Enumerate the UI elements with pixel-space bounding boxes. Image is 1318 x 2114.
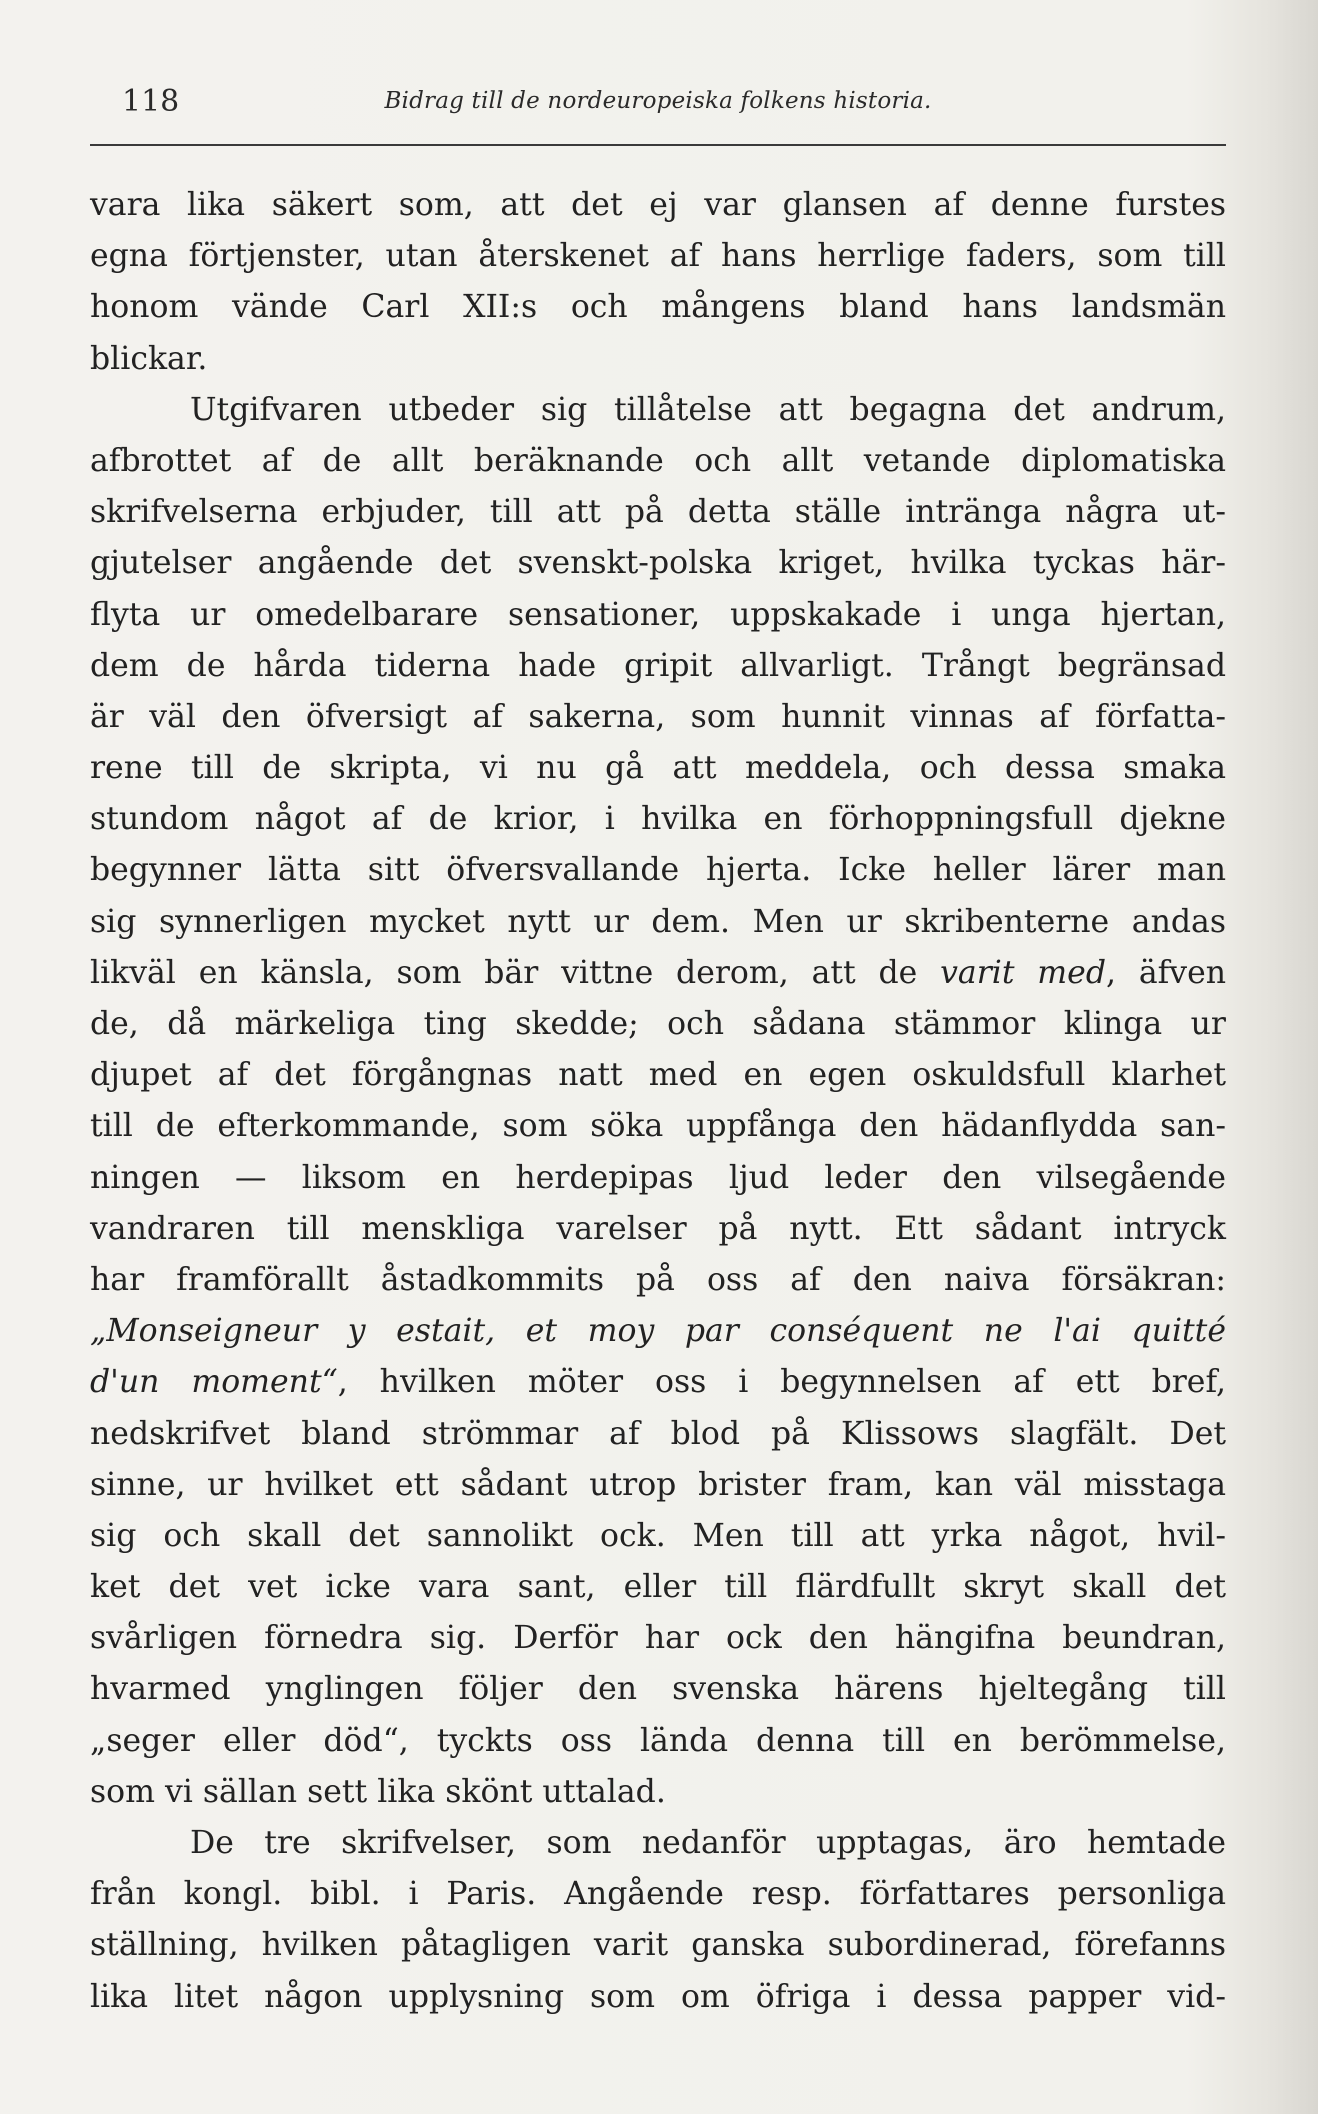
text-line [90,794,1226,845]
line-text: egna förtjenster, utan återskenet af hans herrlige faders, som till [90,238,1226,275]
text-line [90,590,1226,641]
line-text: stundom något af de krior, i hvilka en förhoppningsfull djekne [90,801,1226,838]
text-line [90,1972,1226,2023]
text-line [90,282,1226,333]
line-text: , hvilken möter oss i begynnelsen af ett bref, [337,1364,1226,1401]
text-line [90,1613,1226,1664]
text-line [90,1460,1226,1511]
line-text: , äfven [1106,954,1226,991]
line-text: honom vände Carl XII:s och mångens bland hans landsmän [90,289,1226,326]
text-line [90,231,1226,282]
text-line [90,692,1226,743]
text-line [90,1306,1226,1357]
text-line [90,1818,1226,1869]
text-line [90,1255,1226,1306]
text-line [90,743,1226,794]
italic-text: varit med [940,954,1106,991]
text-line [90,334,1226,385]
text-line [90,999,1226,1050]
text-line [90,385,1226,436]
text-line [90,1869,1226,1920]
text-line [90,487,1226,538]
line-text: flyta ur omedelbarare sensationer, uppskakade i unga hjertan, [90,596,1226,633]
text-line [90,948,1226,999]
line-text: vara lika säkert som, att det ej var glansen af denne furstes [90,187,1226,223]
text-line [90,897,1226,948]
line-text: ställning, hvilken påtagligen varit ganska subordinerad, förefanns [90,1927,1226,1964]
text-line [90,436,1226,487]
line-text: djupet af det förgångnas natt med en egen oskuldsfull klarhet [90,1057,1226,1094]
text-line [90,1920,1226,1971]
italic-text: „Monseigneur y estait, et moy par conséquent ne l'ai quitté [90,1313,1226,1350]
line-text: „seger eller död“, tyckts oss lända denna till en berömmelse, [90,1722,1226,1759]
line-text: afbrottet af de allt beräknande och allt vetande diplomatiska [90,442,1226,479]
text-line [90,1153,1226,1204]
line-text: hvarmed ynglingen följer den svenska härens hjeltegång till [90,1671,1226,1708]
line-text: lika litet någon upplysning som om öfriga i dessa papper vid- [90,1978,1226,2015]
line-text: gjutelser angående det svenskt-polska kriget, hvilka tyckas här- [90,545,1226,582]
line-text: är väl den öfversigt af sakerna, som hunnit vinnas af författa- [90,698,1226,735]
text-line [90,641,1226,692]
line-text: dem de hårda tiderna hade gripit allvarligt. Trångt begränsad [90,647,1226,684]
line-text: ningen — liksom en herdepipas ljud leder den vilsegående [90,1159,1226,1196]
text-line [90,1409,1226,1460]
line-text: skrifvelserna erbjuder, till att på detta ställe inträngа några ut- [90,494,1226,531]
text-line [90,1101,1226,1152]
line-text: sinne, ur hvilket ett sådant utrop brister fram, kan väl misstaga [90,1466,1226,1503]
text-line [90,538,1226,589]
line-text: vandraren till menskliga varelser på nytt. Ett sådant intryck [90,1210,1226,1247]
page-number: 118 [122,84,180,119]
line-text: blickar. [90,340,208,377]
line-text: likväl en känsla, som bär vittne derom, att de [90,954,941,991]
line-text: som vi sällan sett lika skönt uttalad. [90,1773,666,1810]
line-text: sig synnerligen mycket nytt ur dem. Men ur skribenterne andas [90,903,1226,940]
text-line [90,1204,1226,1255]
text-line [90,1050,1226,1101]
text-line [90,1357,1226,1408]
text-line [90,1511,1226,1562]
running-title: Bidrag till de nordeuropeiska folkens historia. [384,88,932,114]
text-line [90,1767,1226,1818]
line-text: begynner lätta sitt öfversvallande hjerta. Icke heller lärer man [90,852,1226,889]
line-text: De tre skrifvelser, som nedanför upptagas, äro hemtade [190,1825,1226,1861]
line-text: från kongl. bibl. i Paris. Angående resp. författares personliga [90,1876,1226,1913]
line-text: rene till de skripta, vi nu gå att meddela, och dessa smaka [90,750,1226,787]
line-text: svårligen förnedra sig. Derför har ock den hängifna beundran, [90,1620,1226,1657]
line-text: sig och skall det sannolikt ock. Men till att yrka något, hvil- [90,1517,1226,1554]
text-line [90,845,1226,896]
line-text: till de efterkommande, som söka uppfånga den hädanflydda san- [90,1108,1226,1145]
text-line [90,1562,1226,1613]
page-header [90,80,1226,140]
line-text: har framförallt åstadkommits på oss af den naiva försäkran: [90,1261,1226,1298]
text-line [90,1716,1226,1767]
text-line [90,180,1226,231]
header-rule [90,144,1226,146]
line-text: nedskrifvet bland strömmar af blod på Klissows slagfält. Det [90,1415,1226,1452]
text-line [90,1664,1226,1715]
line-text: ket det vet icke vara sant, eller till flärdfullt skryt skall det [90,1569,1226,1606]
line-text: Utgifvaren utbeder sig tillåtelse att begagna det andrum, [190,391,1226,428]
italic-text: d'un moment“ [90,1364,338,1401]
body-text [90,180,1226,2023]
line-text: de, då märkeliga ting skedde; och sådana stämmor klinga ur [90,1006,1226,1042]
